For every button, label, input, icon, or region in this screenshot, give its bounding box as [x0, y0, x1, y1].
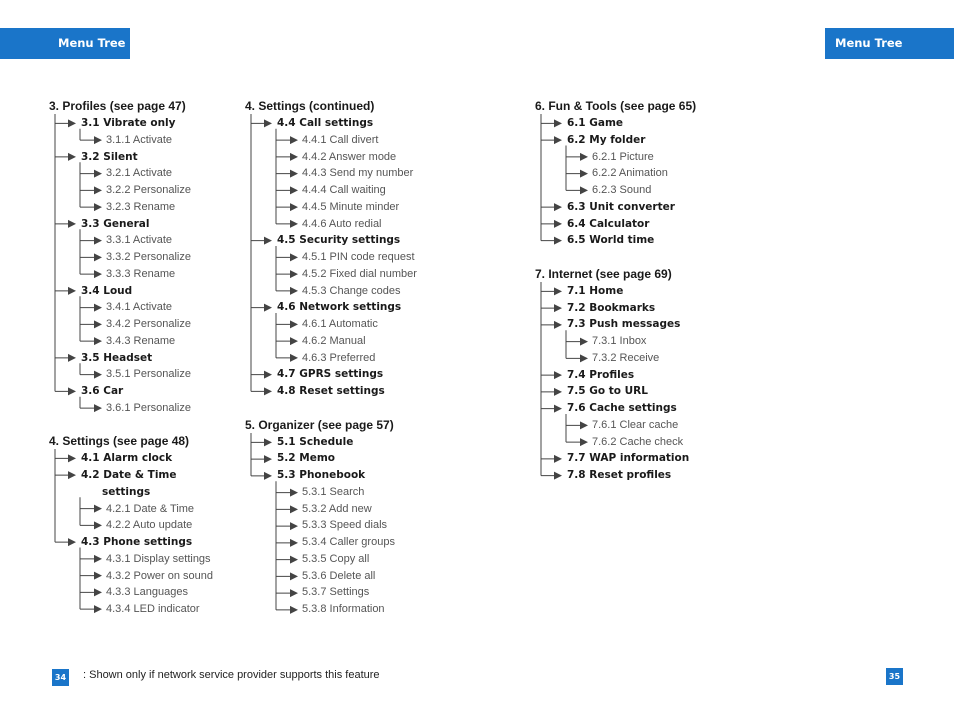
menu-item-label: 3.5.1 Personalize — [106, 368, 191, 381]
menu-item-label: 7.5 Go to URL — [567, 385, 648, 398]
submenu-item — [245, 249, 525, 266]
submenu-item — [49, 132, 234, 149]
submenu-item — [49, 182, 234, 199]
menu-item-label: 4.6.3 Preferred — [302, 351, 376, 364]
menu-item-label: 4.4.6 Auto redial — [302, 217, 382, 230]
submenu-item — [49, 601, 234, 618]
menu-item-label: 4.2 Date & Time — [81, 469, 177, 481]
menu-item-label: 6.1 Game — [567, 117, 624, 129]
menu-column-3 — [535, 98, 815, 484]
submenu-item — [245, 517, 525, 534]
submenu-item — [49, 249, 234, 266]
menu-item-label: 4.4.1 Call divert — [302, 133, 379, 146]
menu-item — [49, 216, 234, 233]
submenu-item — [245, 283, 525, 300]
menu-item-label: 4.3.3 Languages — [106, 586, 188, 599]
menu-item — [535, 132, 815, 149]
menu-item-label: 4.6 Network settings — [277, 301, 402, 314]
menu-item-label: 5.3.3 Speed dials — [302, 519, 388, 532]
menu-item-label: 7.1 Home — [567, 284, 624, 297]
menu-item-label: 7.3.1 Inbox — [592, 335, 647, 347]
menu-item-label: 4.2.1 Date & Time — [106, 502, 195, 515]
section-title: 4. Settings (see page 48) — [49, 434, 190, 449]
menu-item-label: 3.5 Headset — [81, 351, 153, 364]
menu-item-label: 3.3.3 Rename — [106, 267, 176, 280]
menu-item — [245, 115, 525, 132]
submenu-item — [245, 165, 525, 182]
menu-item-label: 3.1 Vibrate only — [81, 117, 176, 129]
menu-item-label: 4.6.2 Manual — [302, 334, 366, 347]
menu-item-label: 5.3.7 Settings — [302, 586, 370, 599]
menu-section-5-organizer — [245, 417, 525, 618]
menu-section-6-fun-tools — [535, 98, 815, 249]
submenu-item — [49, 584, 234, 601]
menu-section-4-settings — [245, 98, 525, 400]
submenu-item — [49, 568, 234, 585]
submenu-item — [49, 551, 234, 568]
menu-item-label: 4.5.2 Fixed dial number — [302, 267, 417, 280]
menu-item-label: 4.4.5 Minute minder — [302, 200, 400, 213]
submenu-item — [245, 216, 525, 233]
submenu-item — [245, 484, 525, 501]
footnote: : Shown only if network service provider supports this feature — [83, 669, 380, 681]
menu-item-label: 3.3.2 Personalize — [106, 251, 191, 263]
submenu-item — [49, 199, 234, 216]
submenu-item — [535, 165, 815, 182]
menu-item-label: 3.4.1 Activate — [106, 301, 173, 314]
menu-item-label: 4.3 Phone settings — [81, 536, 193, 548]
menu-tree-tab-left: Menu Tree — [0, 28, 130, 59]
menu-item-label: 4.4 Call settings — [277, 117, 374, 129]
menu-item-label: 3.6 Car — [81, 385, 124, 397]
menu-item-label: 4.2.2 Auto update — [106, 519, 193, 532]
menu-item — [535, 232, 815, 249]
submenu-item — [245, 132, 525, 149]
menu-item-label: 4.4.3 Send my number — [302, 167, 414, 180]
section-title: 6. Fun & Tools (see page 65) — [535, 99, 697, 113]
submenu-item — [49, 316, 234, 333]
submenu-item — [49, 299, 234, 316]
menu-item-label: settings — [102, 485, 151, 498]
menu-item — [535, 450, 815, 467]
menu-item-label: 7.4 Profiles — [567, 368, 635, 381]
menu-section-3-profiles — [49, 98, 234, 417]
menu-item — [245, 299, 525, 316]
menu-item — [535, 199, 815, 216]
menu-item — [535, 115, 815, 132]
menu-item-label: 5.3.6 Delete all — [302, 569, 376, 582]
section-title: 5. Organizer (see page 57) — [245, 417, 394, 432]
menu-item-label: 3.4.2 Personalize — [106, 318, 191, 330]
submenu-item — [535, 182, 815, 199]
menu-item — [49, 149, 234, 166]
menu-item-label: 3.1.1 Activate — [106, 133, 173, 146]
submenu-item — [245, 333, 525, 350]
menu-item-label: 4.7 GPRS settings — [277, 368, 384, 381]
submenu-item — [245, 149, 525, 166]
menu-item-label: 3.4.3 Rename — [106, 334, 176, 347]
menu-item — [49, 450, 234, 467]
menu-item-label: 7.6.1 Clear cache — [592, 418, 679, 431]
menu-item-label: 6.2.3 Sound — [592, 184, 652, 196]
menu-item-label: 7.8 Reset profiles — [567, 469, 672, 481]
submenu-item — [245, 568, 525, 585]
submenu-item — [535, 434, 815, 451]
menu-item-label: 6.4 Calculator — [567, 217, 650, 230]
menu-item — [49, 534, 234, 551]
submenu-item — [245, 551, 525, 568]
submenu-item — [49, 400, 234, 417]
menu-item-label: 4.6.1 Automatic — [302, 318, 378, 330]
menu-item-label: 3.6.1 Personalize — [106, 401, 191, 414]
menu-item-label: 4.3.1 Display settings — [106, 552, 211, 565]
submenu-item — [535, 149, 815, 166]
menu-item — [535, 283, 815, 300]
menu-item-label: 7.3 Push messages — [567, 318, 681, 331]
menu-item-label: 4.1 Alarm clock — [81, 452, 173, 465]
menu-item-label: 3.2 Silent — [81, 150, 138, 163]
menu-item — [535, 216, 815, 233]
menu-item-label: 5.3.5 Copy all — [302, 552, 370, 565]
menu-item — [535, 300, 815, 317]
menu-item-label: 7.6.2 Cache check — [592, 435, 684, 448]
menu-item — [535, 467, 815, 484]
menu-item — [49, 383, 234, 400]
menu-item-label: 3.2.3 Rename — [106, 200, 176, 213]
submenu-item — [245, 534, 525, 551]
menu-item-label: 3.4 Loud — [81, 284, 133, 297]
menu-item-label: 7.3.2 Receive — [592, 351, 660, 364]
menu-item-label: 6.2.1 Picture — [592, 150, 654, 163]
menu-item-continuation — [49, 484, 234, 501]
menu-item — [535, 316, 815, 333]
submenu-item — [245, 266, 525, 283]
menu-item-label: 3.3.1 Activate — [106, 234, 173, 247]
menu-column-1 — [49, 98, 234, 618]
submenu-item — [49, 266, 234, 283]
menu-item-label: 7.2 Bookmarks — [567, 301, 656, 314]
menu-section-7-internet — [535, 266, 815, 484]
submenu-item — [49, 333, 234, 350]
submenu-item — [49, 501, 234, 518]
menu-item-label: 3.2.2 Personalize — [106, 184, 191, 196]
page-number-right: 35 — [886, 668, 903, 685]
menu-item-label: 5.2 Memo — [277, 452, 335, 465]
menu-item-label: 4.3.2 Power on sound — [106, 569, 214, 582]
menu-item — [49, 115, 234, 132]
submenu-item — [245, 601, 525, 618]
menu-item-label: 4.4.2 Answer mode — [302, 150, 397, 163]
menu-item — [245, 450, 525, 467]
submenu-item — [535, 350, 815, 367]
section-title: 7. Internet (see page 69) — [535, 266, 672, 281]
menu-item-label: 7.6 Cache settings — [567, 402, 677, 414]
menu-item — [49, 350, 234, 367]
submenu-item — [49, 232, 234, 249]
menu-section-4-settings — [49, 433, 234, 618]
menu-item-label: 6.2.2 Animation — [592, 167, 668, 180]
submenu-item — [245, 584, 525, 601]
submenu-item — [245, 501, 525, 518]
section-title: 4. Settings (continued) — [245, 99, 375, 113]
submenu-item — [245, 316, 525, 333]
menu-item-label: 5.3 Phonebook — [277, 469, 366, 481]
menu-item — [245, 383, 525, 400]
menu-item — [49, 467, 234, 484]
menu-item — [245, 366, 525, 383]
menu-tree-tab-right: Menu Tree — [825, 28, 954, 59]
menu-item — [535, 400, 815, 417]
menu-column-2 — [245, 98, 525, 618]
menu-item-label: 5.3.2 Add new — [302, 502, 372, 515]
submenu-item — [245, 199, 525, 216]
menu-item-label: 4.4.4 Call waiting — [302, 184, 386, 196]
submenu-item — [49, 165, 234, 182]
menu-item-label: 4.5.3 Change codes — [302, 284, 401, 297]
menu-item — [245, 467, 525, 484]
menu-item-label: 4.5 Security settings — [277, 234, 401, 247]
menu-item — [535, 383, 815, 400]
submenu-item — [245, 182, 525, 199]
menu-item-label: 5.3.1 Search — [302, 485, 365, 498]
menu-item-label: 4.5.1 PIN code request — [302, 251, 415, 263]
menu-item-label: 3.3 General — [81, 217, 150, 230]
menu-item-label: 4.3.4 LED indicator — [106, 603, 200, 615]
menu-item-label: 3.2.1 Activate — [106, 167, 173, 180]
menu-item — [245, 232, 525, 249]
menu-item-label: 6.5 World time — [567, 234, 655, 247]
menu-item-label: 6.2 My folder — [567, 133, 646, 146]
menu-item — [535, 367, 815, 384]
submenu-item — [49, 366, 234, 383]
menu-item-label: 7.7 WAP information — [567, 452, 690, 465]
menu-item-label: 5.3.8 Information — [302, 603, 385, 615]
submenu-item — [49, 517, 234, 534]
menu-item — [245, 434, 525, 451]
menu-item — [49, 283, 234, 300]
submenu-item — [245, 350, 525, 367]
submenu-item — [535, 417, 815, 434]
menu-item-label: 5.1 Schedule — [277, 435, 354, 448]
menu-item-label: 6.3 Unit converter — [567, 200, 675, 213]
menu-item-label: 4.8 Reset settings — [277, 385, 385, 397]
submenu-item — [535, 333, 815, 350]
menu-item-label: 5.3.4 Caller groups — [302, 536, 395, 548]
page-number-left: 34 — [52, 669, 69, 686]
section-title: 3. Profiles (see page 47) — [49, 99, 186, 113]
